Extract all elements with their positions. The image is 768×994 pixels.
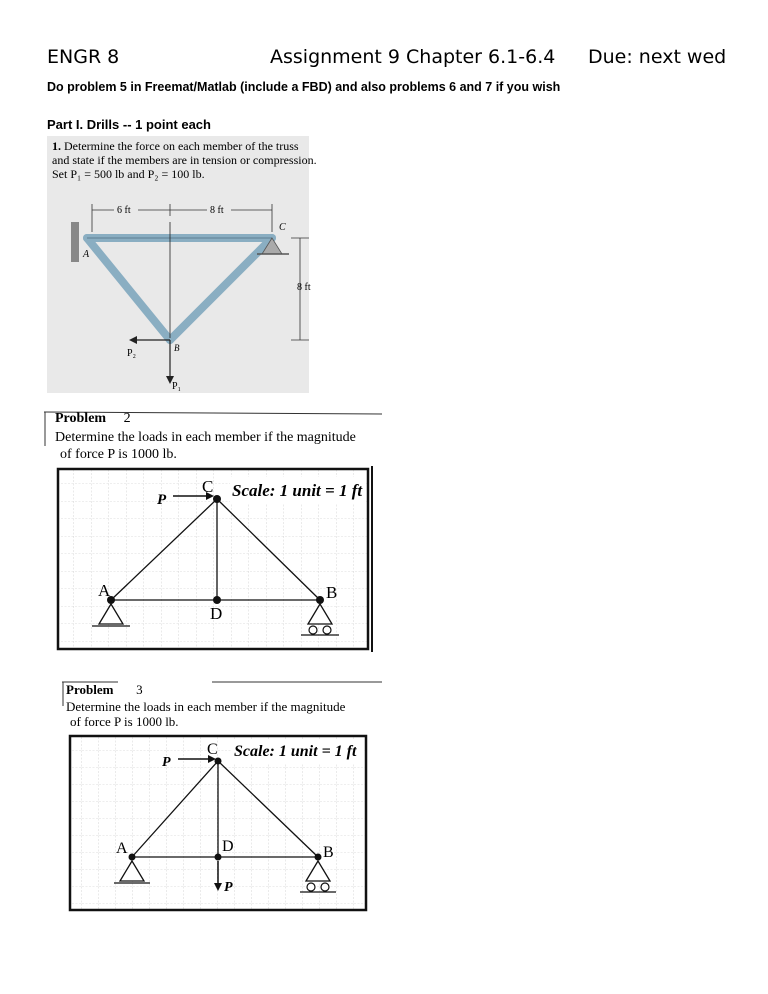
- joint-a: [129, 854, 136, 861]
- label-d: D: [222, 838, 234, 855]
- member-bc: [170, 238, 272, 340]
- label-a: A: [116, 840, 128, 857]
- label-a: A: [98, 581, 111, 600]
- problem-3-diagram: [64, 733, 370, 913]
- member-ab: [87, 238, 170, 340]
- joint-d: [213, 596, 221, 604]
- course-label: ENGR 8: [47, 46, 120, 68]
- label-p-down: P: [224, 880, 233, 895]
- due-date: Due: next wed: [588, 46, 727, 68]
- problem-2-diagram: [56, 466, 380, 652]
- joint-d: [215, 854, 222, 861]
- joint-b: [315, 854, 322, 861]
- label-c: C: [207, 741, 218, 758]
- label-a: A: [83, 249, 90, 260]
- scale-label: Scale: 1 unit = 1 ft: [232, 481, 363, 500]
- dim-height: 8 ft: [297, 282, 311, 293]
- assignment-title: Assignment 9 Chapter 6.1-6.4: [270, 46, 556, 68]
- problem-1-line-1: Determine the force on each member of the truss: [64, 139, 299, 153]
- problem-3-line-2: of force P is 1000 lb.: [70, 714, 179, 729]
- label-b: B: [323, 844, 334, 861]
- joint-c: [213, 495, 221, 503]
- instructions: Do problem 5 in Freemat/Matlab (include a FBD) and also problems 6 and 7 if you wish: [47, 80, 561, 94]
- part-title: Part I. Drills -- 1 point each: [47, 117, 211, 132]
- wall-support: [71, 222, 79, 262]
- problem-1-text: [52, 139, 317, 181]
- problem-2-line-1: Determine the loads in each member if the magnitude: [55, 430, 356, 445]
- problem-1-line-3: Set P₁ = 500 lb and P₂ = 100 lb.: [52, 167, 205, 181]
- problem-2-line-2: of force P is 1000 lb.: [60, 447, 177, 462]
- label-p: P: [162, 755, 171, 770]
- label-p: P: [157, 492, 167, 508]
- problem-3-line-1: Determine the loads in each member if the magnitude: [66, 699, 346, 714]
- label-b: B: [326, 583, 338, 602]
- problem-1-number: 1.: [52, 139, 61, 153]
- label-c: C: [202, 477, 214, 496]
- dim-6ft: 6 ft: [117, 205, 131, 216]
- problem-1-truss-diagram: [47, 190, 309, 395]
- problem-3-number: 3: [136, 682, 143, 697]
- problem-1-line-2: and state if the members are in tension or compression.: [52, 153, 317, 167]
- problem-2-number: 2: [123, 411, 131, 426]
- label-d: D: [210, 604, 223, 623]
- joint-c: [215, 758, 222, 765]
- dim-8ft: 8 ft: [210, 205, 224, 216]
- problem-2-heading: Problem 2: [55, 411, 131, 426]
- label-c: C: [279, 222, 286, 233]
- scale-label: Scale: 1 unit = 1 ft: [234, 743, 357, 760]
- label-b: B: [174, 343, 180, 353]
- label-p1: P₁: [172, 381, 182, 392]
- problem-3-heading: Problem 3: [66, 682, 143, 697]
- label-p2: P₂: [127, 348, 137, 359]
